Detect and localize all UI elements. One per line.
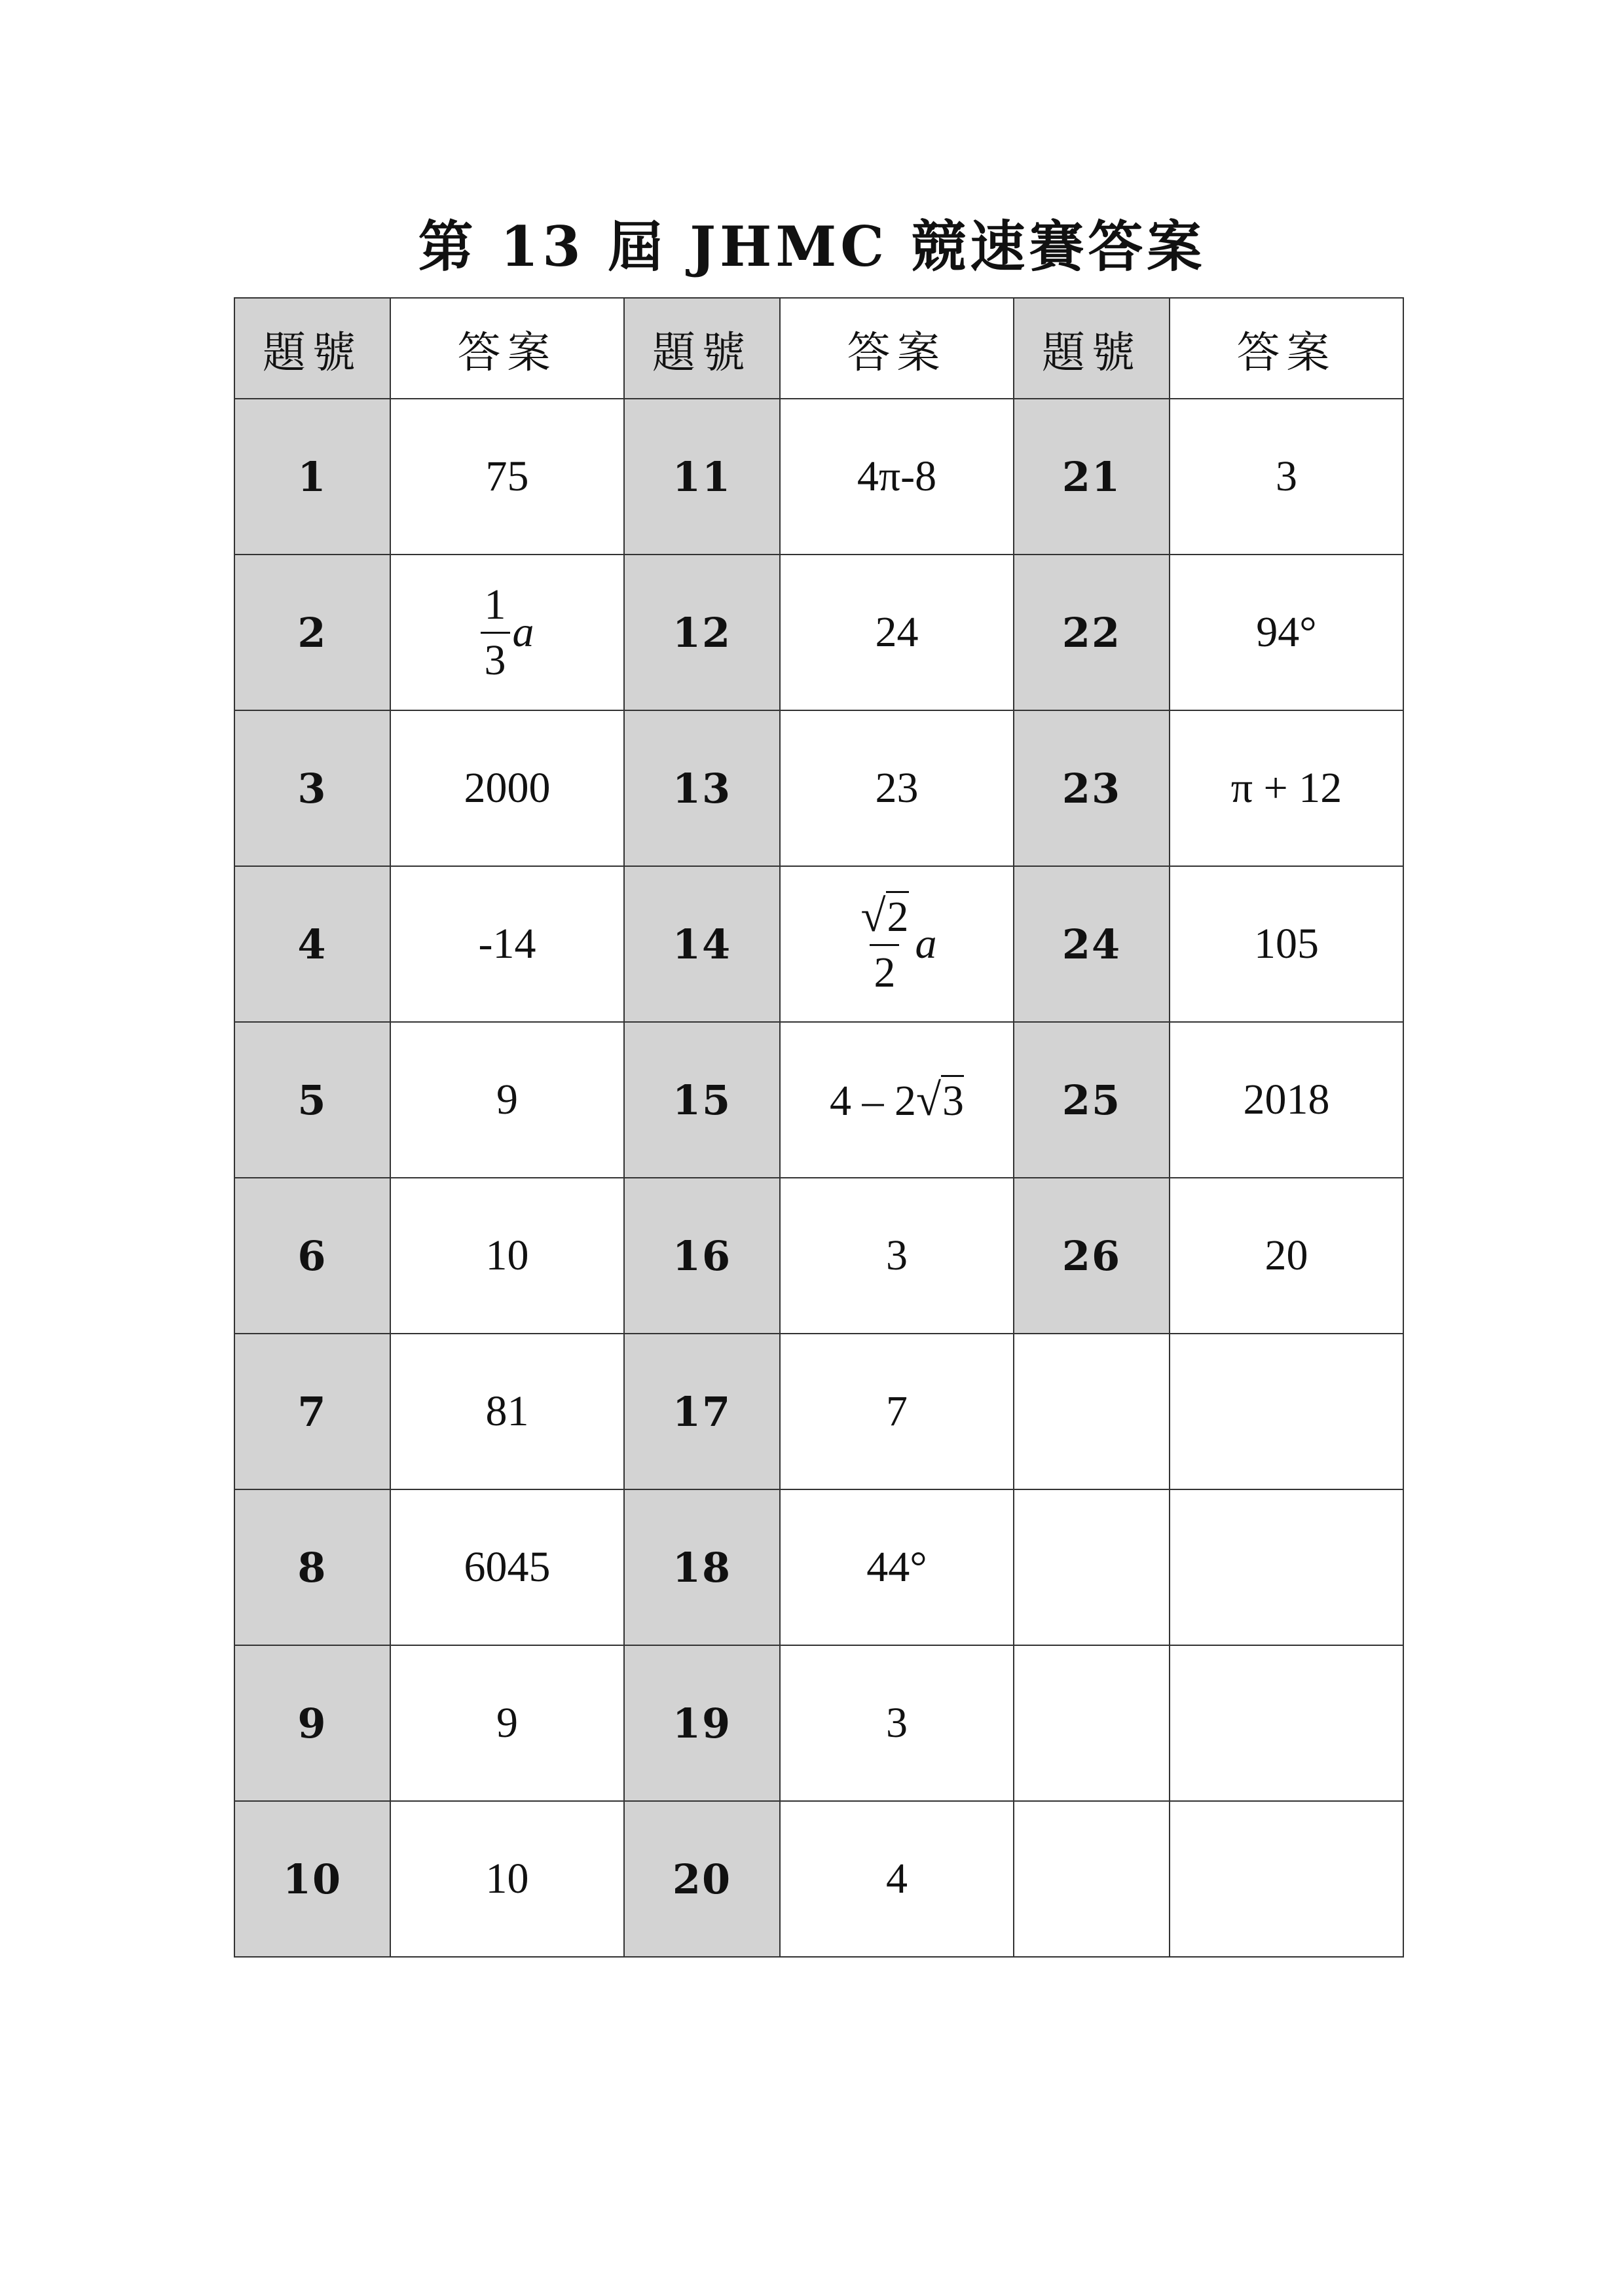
empty-cell xyxy=(1014,1645,1170,1801)
question-number-cell: 25 xyxy=(1014,1022,1170,1178)
answer-cell: 44° xyxy=(780,1489,1014,1645)
radicand: 3 xyxy=(941,1075,964,1125)
question-number-cell: 16 xyxy=(624,1178,780,1334)
header-number-cell: 題號 xyxy=(1014,298,1170,399)
empty-cell xyxy=(1170,1645,1403,1801)
table-row xyxy=(234,1645,1403,1801)
table-row xyxy=(234,1178,1403,1334)
empty-cell xyxy=(1014,1801,1170,1957)
question-number-cell: 14 xyxy=(624,866,780,1022)
answer-cell: 3 xyxy=(780,1178,1014,1334)
header-row xyxy=(234,298,1403,399)
expression-prefix: 4 – 2 xyxy=(829,1077,916,1125)
fraction-denominator: 3 xyxy=(481,632,510,683)
question-number-cell: 10 xyxy=(234,1801,390,1957)
empty-cell xyxy=(1014,1489,1170,1645)
fraction-numerator xyxy=(857,892,912,944)
question-number-cell: 4 xyxy=(234,866,390,1022)
header-answer-cell: 答案 xyxy=(1170,298,1403,399)
answer-cell: 75 xyxy=(390,399,624,555)
question-number-cell: 5 xyxy=(234,1022,390,1178)
answer-cell: 2018 xyxy=(1170,1022,1403,1178)
answer-cell: 94° xyxy=(1170,555,1403,710)
fraction-numerator: 1 xyxy=(484,581,506,629)
page-title: 第 13 屆 JHMC 競速賽答案 xyxy=(418,214,1206,279)
answer-cell: 9 xyxy=(390,1645,624,1801)
answer-table-body xyxy=(234,298,1403,1957)
answer-cell: 2000 xyxy=(390,710,624,866)
question-number-cell: 9 xyxy=(234,1645,390,1801)
fraction-denominator: 2 xyxy=(870,944,899,995)
radicand: 2 xyxy=(886,891,909,941)
fraction xyxy=(857,892,912,995)
fraction xyxy=(481,582,510,683)
table-row xyxy=(234,399,1403,555)
answer-cell xyxy=(390,555,624,710)
table-row xyxy=(234,866,1403,1022)
answer-cell: 24 xyxy=(780,555,1014,710)
answer-cell: 6045 xyxy=(390,1489,624,1645)
answer-cell: 9 xyxy=(390,1022,624,1178)
table-row xyxy=(234,1022,1403,1178)
answer-cell: -14 xyxy=(390,866,624,1022)
question-number-cell: 1 xyxy=(234,399,390,555)
answer-cell: 23 xyxy=(780,710,1014,866)
question-number-cell: 12 xyxy=(624,555,780,710)
question-number-cell: 2 xyxy=(234,555,390,710)
answer-cell xyxy=(780,866,1014,1022)
question-number-cell: 7 xyxy=(234,1334,390,1489)
empty-cell xyxy=(1170,1489,1403,1645)
question-number-cell: 6 xyxy=(234,1178,390,1334)
question-number-cell: 20 xyxy=(624,1801,780,1957)
header-number-cell: 題號 xyxy=(624,298,780,399)
sqrt-symbol: √ xyxy=(915,1074,942,1125)
table-row xyxy=(234,1334,1403,1489)
empty-cell xyxy=(1170,1801,1403,1957)
sqrt-symbol: √ xyxy=(860,890,886,941)
header-answer-cell: 答案 xyxy=(780,298,1014,399)
answer-cell: 10 xyxy=(390,1178,624,1334)
question-number-cell: 3 xyxy=(234,710,390,866)
answer-cell: π + 12 xyxy=(1170,710,1403,866)
question-number-cell: 17 xyxy=(624,1334,780,1489)
variable-coefficient: a xyxy=(512,608,534,656)
question-number-cell: 15 xyxy=(624,1022,780,1178)
answer-cell xyxy=(780,1022,1014,1178)
header-number-cell: 題號 xyxy=(234,298,390,399)
answer-cell: 105 xyxy=(1170,866,1403,1022)
question-number-cell: 23 xyxy=(1014,710,1170,866)
question-number-cell: 21 xyxy=(1014,399,1170,555)
question-number-cell: 26 xyxy=(1014,1178,1170,1334)
table-row xyxy=(234,1489,1403,1645)
answer-cell: 3 xyxy=(780,1645,1014,1801)
empty-cell xyxy=(1014,1334,1170,1489)
answer-cell: 20 xyxy=(1170,1178,1403,1334)
answer-cell: 3 xyxy=(1170,399,1403,555)
header-answer-cell: 答案 xyxy=(390,298,624,399)
question-number-cell: 24 xyxy=(1014,866,1170,1022)
answer-table xyxy=(234,297,1404,1958)
table-row xyxy=(234,710,1403,866)
answer-cell: 7 xyxy=(780,1334,1014,1489)
answer-cell: 10 xyxy=(390,1801,624,1957)
question-number-cell: 19 xyxy=(624,1645,780,1801)
question-number-cell: 8 xyxy=(234,1489,390,1645)
answer-cell: 4 xyxy=(780,1801,1014,1957)
question-number-cell: 18 xyxy=(624,1489,780,1645)
question-number-cell: 22 xyxy=(1014,555,1170,710)
table-row xyxy=(234,555,1403,710)
question-number-cell: 11 xyxy=(624,399,780,555)
answer-cell: 4π-8 xyxy=(780,399,1014,555)
answer-cell: 81 xyxy=(390,1334,624,1489)
variable-coefficient: a xyxy=(915,919,937,968)
question-number-cell: 13 xyxy=(624,710,780,866)
empty-cell xyxy=(1170,1334,1403,1489)
table-row xyxy=(234,1801,1403,1957)
